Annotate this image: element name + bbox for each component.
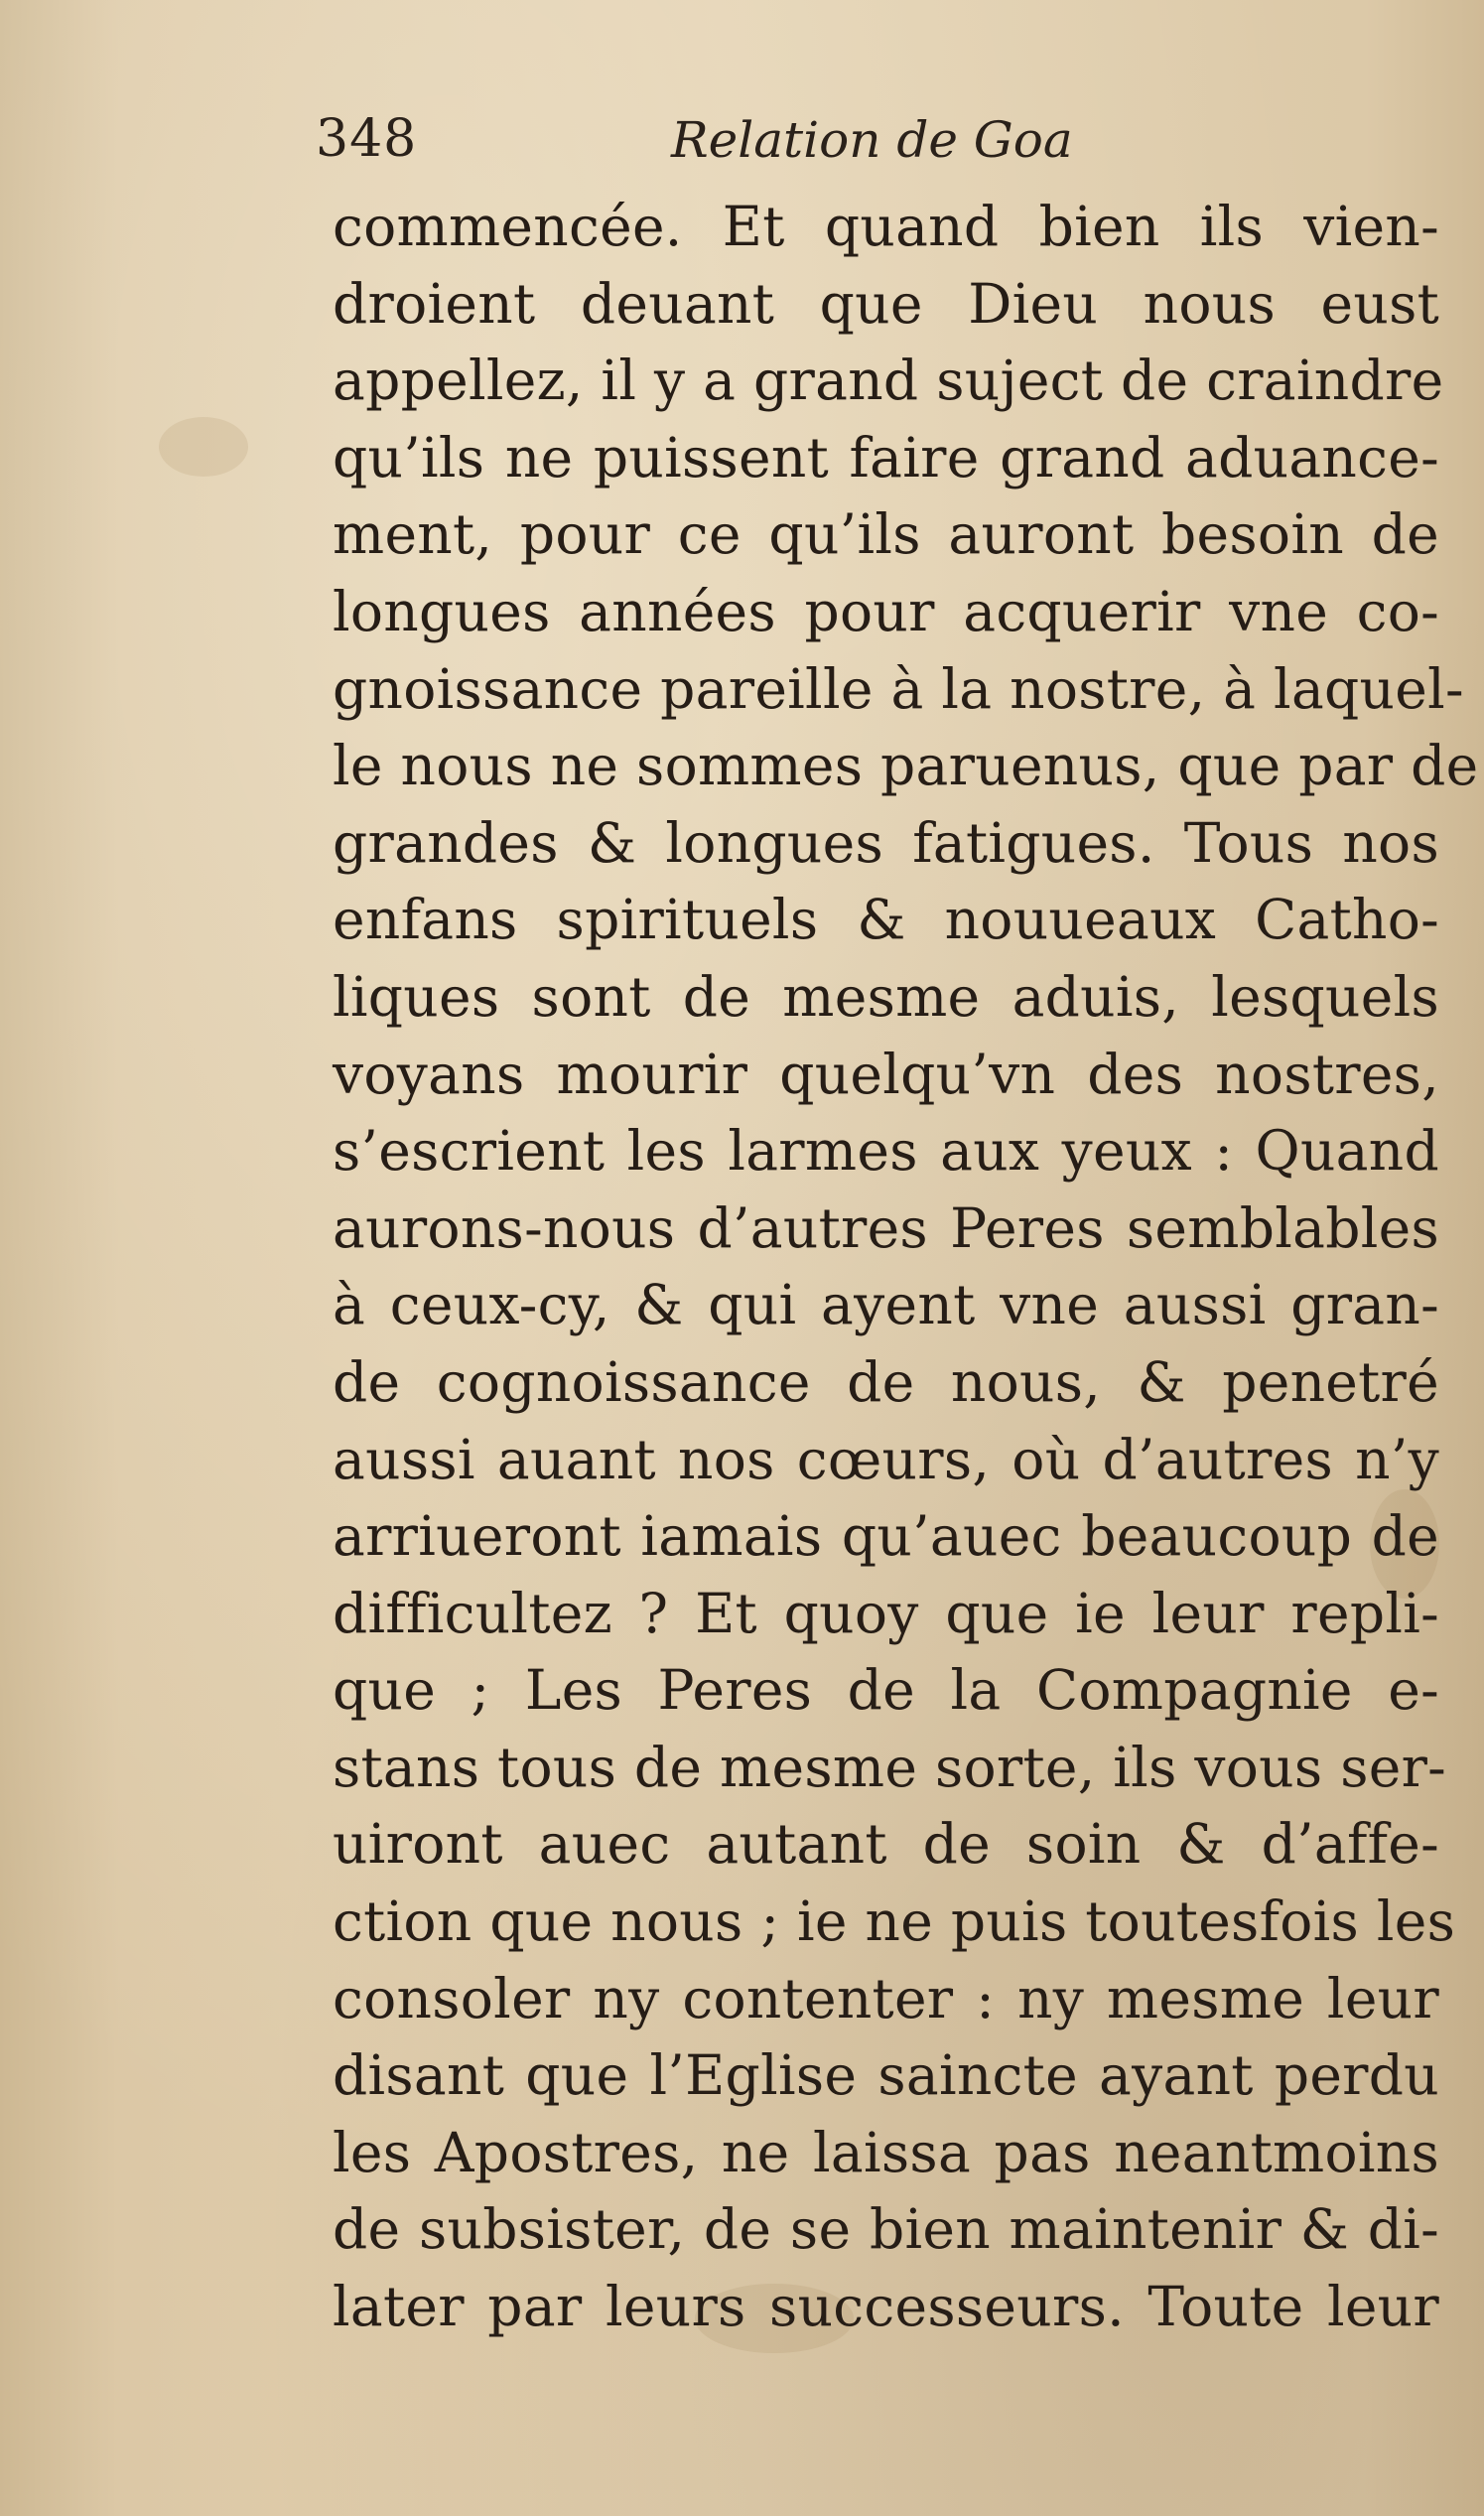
text-line: à ceux-cy, & qui ayent vne aussi gran- xyxy=(333,1273,1439,1337)
text-line: liques sont de mesme aduis, lesquels xyxy=(333,964,1439,1029)
page-number: 348 xyxy=(316,109,418,169)
text-line: aurons-nous d’autres Peres semblables xyxy=(333,1195,1439,1260)
text-line: les Apostres, ne laissa pas neantmoins xyxy=(333,2120,1439,2184)
text-line: stans tous de mesme sorte, ils vous ser- xyxy=(333,1735,1447,1799)
text-line: enfans spirituels & nouueaux Catho- xyxy=(333,888,1439,952)
text-line: de cognoissance de nous, & penetré xyxy=(333,1349,1439,1414)
running-title: Relation de Goa xyxy=(671,111,1073,169)
text-line: longues années pour acquerir vne co- xyxy=(333,579,1439,643)
page-header xyxy=(316,109,1437,179)
text-line: aussi auant nos cœurs, où d’autres n’y xyxy=(333,1427,1439,1491)
text-line: voyans mourir quelqu’vn des nostres, xyxy=(333,1042,1439,1106)
text-line: que ; Les Peres de la Compagnie e- xyxy=(333,1658,1439,1723)
text-line: uiront auec autant de soin & d’affe- xyxy=(333,1812,1439,1877)
text-line: commencée. Et quand bien ils vien- xyxy=(333,195,1439,258)
body-text xyxy=(333,189,1479,2346)
text-line: consoler ny contenter : ny mesme leur xyxy=(333,1966,1439,2030)
text-line: appellez, il y a grand suject de craindre xyxy=(333,349,1444,413)
paper-stain xyxy=(159,417,248,477)
text-line: arriueront iamais qu’auec beaucoup de xyxy=(333,1504,1439,1569)
text-line: difficultez ? Et quoy que ie leur repli- xyxy=(333,1581,1439,1645)
text-line: le nous ne sommes paruenus, que par de xyxy=(333,734,1479,798)
text-line: qu’ils ne puissent faire grand aduance- xyxy=(333,425,1439,489)
text-line: de subsister, de se bien maintenir & di- xyxy=(333,2197,1439,2262)
text-line: ction que nous ; ie ne puis toutesfois les xyxy=(333,1889,1456,1954)
text-line: disant que l’Eglise saincte ayant perdu xyxy=(333,2043,1439,2108)
text-line: grandes & longues fatigues. Tous nos xyxy=(333,810,1439,875)
text-line: ment, pour ce qu’ils auront besoin de xyxy=(333,502,1439,567)
text-line: gnoissance pareille à la nostre, à laquel- xyxy=(333,656,1464,721)
text-line: s’escrient les larmes aux yeux : Quand xyxy=(333,1119,1439,1184)
text-line: droient deuant que Dieu nous eust xyxy=(333,271,1439,336)
text-line: later par leurs successeurs. Toute leur xyxy=(333,2275,1439,2339)
